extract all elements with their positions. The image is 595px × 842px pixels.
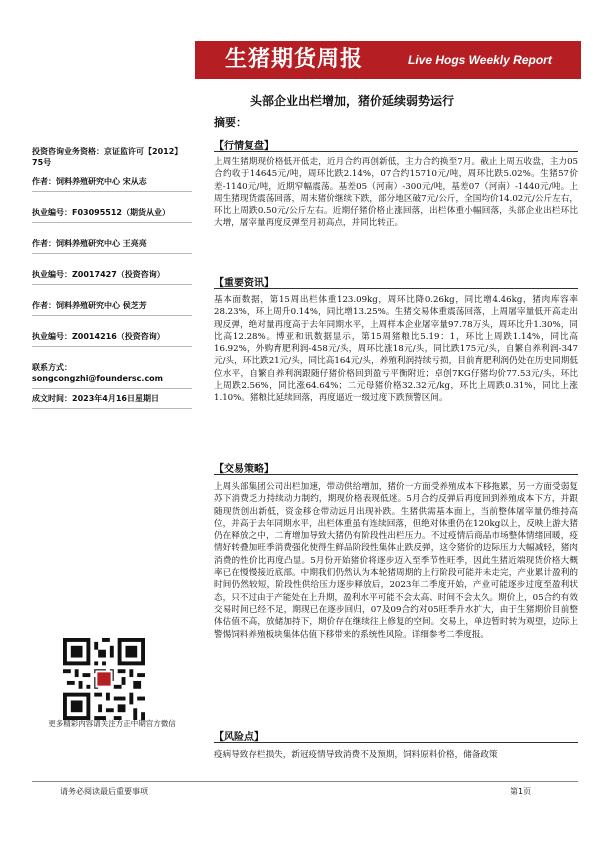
section-heading-strategy: 【交易策略】 (214, 464, 274, 475)
section-divider (214, 288, 578, 289)
publish-date: 成文时间：2023年4月16日星期日 (32, 393, 192, 409)
license-number-3: 执业编号：Z0014216（投资咨询） (32, 331, 192, 347)
license-number-1: 执业编号：F03095512（期货从业） (32, 207, 192, 223)
document-title: 头部企业出栏增加，猪价延续弱势运行 (250, 94, 455, 108)
license-info: 投资咨询业务资格：京证监许可【2012】75号 (32, 147, 183, 167)
section-text-market-review: 上周生猪期现价格低开低走，近月合约再创新低，主力合约换至7月。截止上周五收盘，主力05合约收于14645元/吨，周环比跌2.14%，07合约15710元/吨，周环比跌5.02%。生猪57价差-1140元/吨，近期窄幅震荡。基差05（河南）-300元/吨，基差07（河南）-1440元/吨。上周生猪现货震荡回落，周末猪价继续下跌，部分地区破7元/公斤，全国均价14.02元/公斤左右，环比上周跌0.50元/公斤左右。近期仔猪价格止涨回落，出栏体重小幅回落，头部企业出栏环比大增，屠宰量再度反弹至月初高点，并同比转正。 (214, 157, 578, 229)
section-text-key-news: 基本面数据，第15周出栏体重123.09kg，周环比降0.26kg，同比增4.46kg，猪肉库容率28.23%，环上周升0.14%，同比增13.25%。生猪交易体重震荡回落，上周屠宰量低开高走出现反弹，绝对量再度高于去年同期水平，上周样本企业屠宰量97.78万头，周环比升1.30%，同比高12.28%。博亚和讯数据显示，第15周猪粮比5.19：1，环比上周跌1.14%，同比高16.92%，外购育肥利润-458元/头，周环比涨18元/头，同比跌175元/头，自繁自养利润-347元/头，环比跌21元/头，同比高164元/头，养殖利润持续亏损，目前育肥利润仍处在历史同期低位水平，自繁自养利润跟随仔猪价格回到盈亏平衡附近；卓创7KG仔猪均价77.53元/头，环比上周跌2.56%，同比涨64.64%；二元母猪价格32.32元/kg，环比上周跌0.31%，同比上涨1.10%。猪粮比延续回落，再度逼近一级过度下跌预警区间。 (214, 295, 578, 404)
section-divider (214, 151, 578, 152)
page-number: 第1页 (510, 787, 532, 796)
wechat-qr-code[interactable] (63, 638, 145, 720)
author-3: 作者：饲料养殖研究中心 侯芝芳 (32, 300, 192, 316)
section-heading-risk: 【风险点】 (214, 732, 264, 743)
section-divider (214, 742, 578, 743)
author-2: 作者：饲料养殖研究中心 王亮亮 (32, 238, 192, 254)
report-title-cn: 生猪期货周报 (225, 47, 364, 72)
section-heading-market-review: 【行情复盘】 (214, 141, 274, 152)
section-text-risk: 疫病导致存栏损失，新冠疫情导致消费不及预期，饲料原料价格，储备政策 (214, 750, 498, 760)
report-title-en: Live Hogs Weekly Report (408, 53, 552, 67)
section-heading-key-news: 【重要资讯】 (214, 278, 274, 289)
footer-divider (32, 781, 578, 782)
qr-caption: 更多精彩内容请关注方正中期官方微信 (48, 719, 176, 728)
license-number-2: 执业编号：Z0017427（投资咨询） (32, 269, 192, 285)
section-divider (214, 474, 578, 475)
author-1: 作者：饲料养殖研究中心 宋从志 (32, 176, 192, 192)
footer-disclaimer: 请务必阅读最后重要事项 (60, 787, 148, 796)
section-text-strategy: 上周头部集团公司出栏加速，带动供给增加，猪价一方面受养殖成本下移拖累，另一方面受弱复苏下消费乏力持续动力制约，期现价格表现低迷。5月合约反弹后再度回到养殖成本下方，并跟随现货创出新低，资金移仓带动远月出现补跌。生猪供需基本面上，当前整体屠宰量仍维持高位，并高于去年同期水平，出栏体重虽有连续回落，但绝对体重仍在120kg以上，反映上游大猪仍在释放之中，二育增加导致大猪仍有阶段性出栏压力。不过疫情后商品市场整体情绪回暖，疫情好转叠加旺季消费强化使得生鲜品阶段性集体止跌反弹，这令猪价的边际压力大幅减轻，猪肉消费的性价比再度凸显。5月份开始猪价将逐步迈入至季节性旺季，因此生猪近端现货价格大概率已在慢慢接近底部。中期我们仍然认为本轮猪周期的上行阶段可能并未走完，产业累计盈利的时间仍然较短，阶段性供给压力逐步释放后，2023年二季度开始，产业可能逐步过度至盈利状态，只不过由于产能处在上升期，盈利水平可能不会太高、时间不会太久。期价上，05合约有效交易时间已经不足，期现已在逐步回归，07及09合约对05旺季升水扩大，由于生猪期价目前整体估值不高，放储加持下，期价存在继续往上修复的空间。交易上，单边暂时转为观望，边际上警惕饲料养殖板块集体估值下移带来的系统性风险。详细参考二季度报。 (214, 482, 578, 640)
summary-label: 摘要： (214, 116, 247, 129)
contact-email[interactable]: 联系方式：songcongzhi@foundersc.com (32, 362, 192, 389)
